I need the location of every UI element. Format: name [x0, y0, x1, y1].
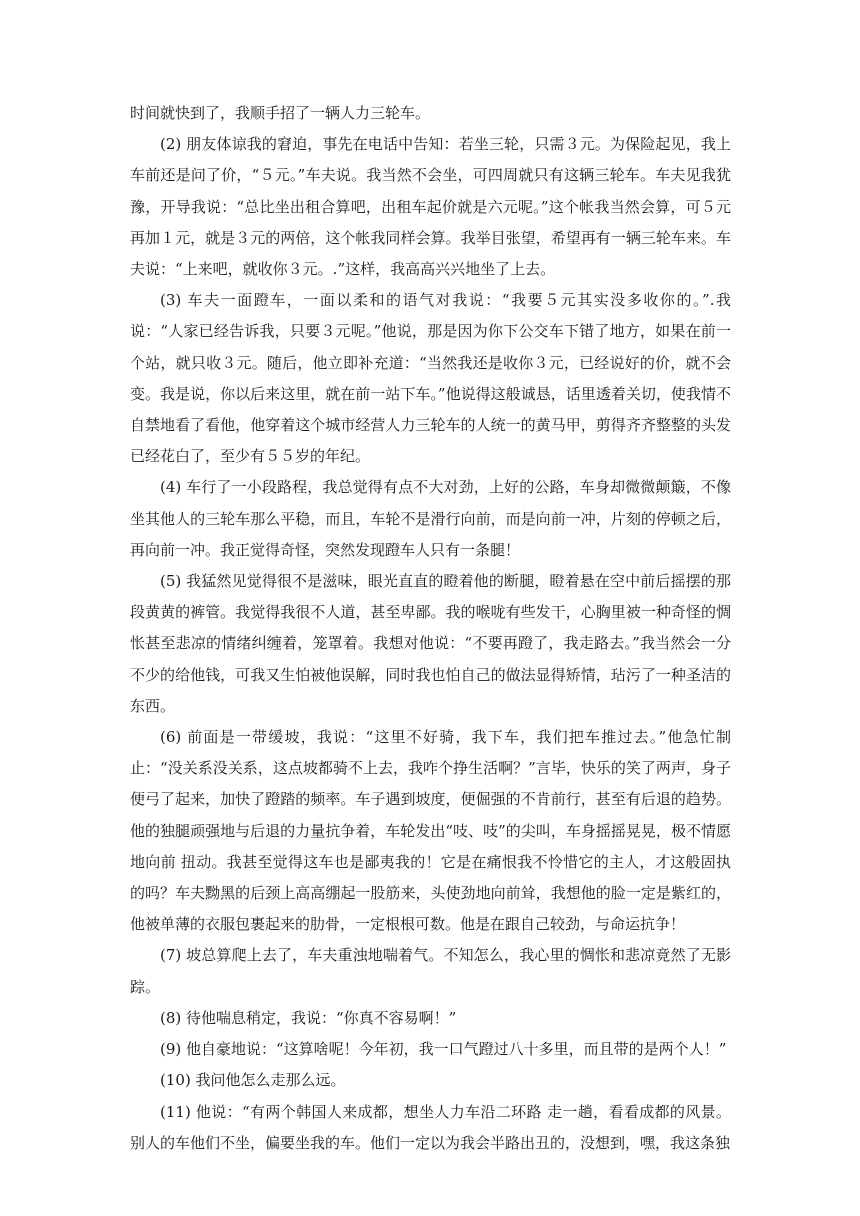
paragraph-3: (3) 车夫一面蹬车，一面以柔和的语气对我说：“我要５元其实没多收你的。”.我说：“人家已经告诉我，只要３元呢。”他说，那是因为你下公交车下错了地方，如果在前一个站，就只收３元。随后，他立即补充道：“当然我还是收你３元，已经说好的价，就不会变。我是说，你以后来这里，就在前一站下车。”他说得这般诚恳，话里透着关切，使我情不自禁地看了看他，他穿着这个城市经营人力三轮车的人统一的黄马甲，剪得齐齐整整的头发已经花白了，至少有５５岁的年纪。 [130, 291, 731, 466]
paragraph-2: (2) 朋友体谅我的窘迫，事先在电话中告知：若坐三轮，只需３元。为保险起见，我上车前还是问了价，“５元。”车夫说。我当然不会坐，可四周就只有这辆三轮车。车夫见我犹豫，开导我说：“总比坐出租合算吧，出租车起价就是六元呢。”这个帐我当然会算，可５元再加１元，就是３元的两倍，这个帐我同样会算。我举目张望，希望再有一辆三轮车来。车夫说：“上来吧，就收你３元。.”这样，我高高兴兴地坐了上去。 [130, 135, 731, 279]
paragraph-5: (5) 我猛然见觉得很不是滋味，眼光直直的瞪着他的断腿，瞪着悬在空中前后摇摆的那段黄黄的裤管。我觉得我很不人道，甚至卑鄙。我的喉咙有些发干，心胸里被一种奇怪的惆怅甚至悲凉的情绪纠缠着，笼罩着。我想对他说：“不要再蹬了，我走路去。”我当然会一分不少的给他钱，可我又生怕被他误解，同时我也怕自己的做法显得矫情，玷污了一种圣洁的东西。 [130, 572, 731, 715]
paragraph-8: (8) 待他喘息稍定，我说：“你真不容易啊！” [160, 1008, 457, 1027]
paragraph-1-continuation: 时间就快到了，我顺手招了一辆人力三轮车。 [130, 104, 431, 122]
paragraph-4: (4) 车行了一小段路程，我总觉得有点不大对劲，上好的公路，车身却微微颠簸，不像坐其他人的三轮车那么平稳，而且，车轮不是滑行向前，而是向前一冲，片刻的停顿之后，再向前一冲。我正觉得奇怪，突然发现蹬车人只有一条腿！ [130, 478, 731, 559]
paragraph-10: (10) 我问他怎么走那么远。 [160, 1071, 346, 1090]
paragraph-7: (7) 坡总算爬上去了，车夫重浊地喘着气。不知怎么，我心里的惆怅和悲凉竟然了无影踪。 [130, 946, 731, 996]
paragraph-9: (9) 他自豪地说：“这算啥呢！今年初，我一口气蹬过八十多里，而且带的是两个人！” [160, 1040, 727, 1059]
paragraph-11: (11) 他说：“有两个韩国人来成都，想坐人力车沿二环路 走一趟，看看成都的风景。别人的车他们不坐，偏要坐我的车。他们一定以为我会半路出丑的，没想到，嘿，我这条独 [130, 1102, 731, 1152]
document-body [130, 98, 731, 1159]
paragraph-6: (6) 前面是一带缓坡，我说：“这里不好骑，我下车，我们把车推过去。”他急忙制止：“没关系没关系，这点坡都骑不上去，我咋个挣生活啊？”言毕，快乐的笑了两声，身子便弓了起来，加快了蹬踏的频率。车子遇到坡度，便倔强的不肯前行，甚至有后退的趋势。他的独腿顽强地与后退的力量抗争着，车轮发出“吱、吱”的尖叫，车身摇摇晃晃，极不情愿地向前 扭动。我甚至觉得这车也是鄙夷我的！它是在痛恨我不怜惜它的主人，才这般固执的吗？车夫黝黑的后颈上高高绷起一股筋来，头使劲地向前耸，我想他的脸一定是紫红的，他被单薄的衣服包裹起来的肋骨，一定根根可数。他是在跟自己较劲，与命运抗争！ [130, 728, 731, 934]
